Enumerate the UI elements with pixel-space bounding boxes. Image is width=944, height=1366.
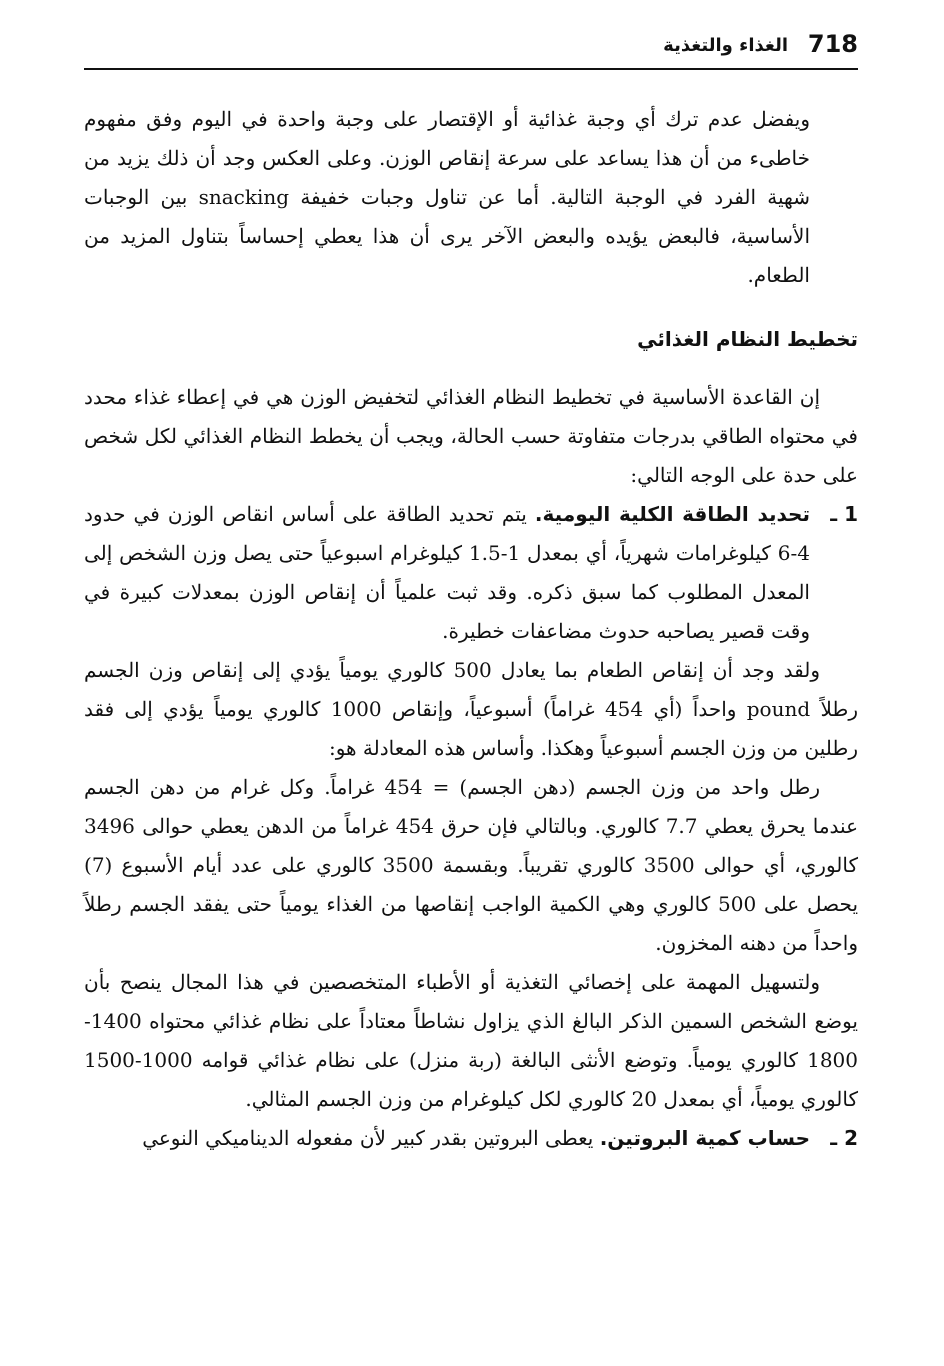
list-item-1-title: تحديد الطاقة الكلية اليومية. bbox=[534, 502, 810, 526]
page-header bbox=[84, 28, 858, 70]
list-item-2-title: حساب كمية البروتين. bbox=[599, 1126, 810, 1150]
list-item-2-number: 2 ـ bbox=[830, 1126, 858, 1150]
calorie-deficit-paragraph: ولقد وجد أن إنقاص الطعام بما يعادل 500 كالوري يومياً يؤدي إلى إنقاص وزن الجسم رطلاً pound واحداً (أي 454 غراماً) أسبوعياً، وإنقاص 1000 كالوري يومياً يؤدي إلى فقد رطلين من وزن الجسم أسبوعياً وهكذا. وأساس هذه المعادلة هو: bbox=[84, 658, 859, 760]
diet-advice-paragraph: ولتسهيل المهمة على إخصائي التغذية أو الأطباء المتخصصين في هذا المجال ينصح بأن يوضع الشخص السمين الذكر البالغ الذي يزاول نشاطاً معتاداً على نظام غذائي محتواه 1400-1800 كالوري يومياً. وتوضع الأنثى البالغة (ربة منزل) على نظام غذائي قوامه 1000-1500 كالوري يومياً، أي بمعدل 20 كالوري لكل كيلوغرام من وزن الجسم المثالي. bbox=[84, 970, 858, 1111]
section-heading: تخطيط النظام الغذائي bbox=[637, 327, 858, 351]
page-number: 718 bbox=[807, 30, 858, 58]
book-page bbox=[84, 28, 858, 1158]
list-item-2-text: يعطى البروتين بقدر كبير لأن مفعوله الديناميكي النوعي bbox=[142, 1126, 600, 1150]
section-intro-paragraph: إن القاعدة الأساسية في تخطيط النظام الغذائي لتخفيض الوزن هي في إعطاء غذاء محدد في محتواه الطاقي بدرجات متفاوتة حسب الحالة، ويجب أن يخطط النظام الغذائي لكل شخص على حدة على الوجه التالي: bbox=[84, 385, 858, 487]
list-item-1-text: يتم تحديد الطاقة على أساس انقاص الوزن في حدود 4-6 كيلوغرامات شهرياً، أي بمعدل 1-1.5 كيلوغرام اسبوعياً حتى يصل وزن الشخص إلى المعدل المطلوب كما سبق ذكره. وقد ثبت علمياً أن إنقاص الوزن بمعدلات كبيرة في وقت قصير يصاحبه حدوث مضاعفات خطيرة. bbox=[84, 502, 810, 643]
list-item-1 bbox=[84, 495, 858, 651]
list-item-1-number: 1 ـ bbox=[830, 502, 858, 526]
intro-paragraph: ويفضل عدم ترك أي وجبة غذائية أو الإقتصار على وجبة واحدة في اليوم وفق مفهوم خاطىء من أن هذا يساعد على سرعة إنقاص الوزن. وعلى العكس وجد أن ذلك يزيد من شهية الفرد في الوجبة التالية. أما عن تناول وجبات خفيفة snacking بين الوجبات الأساسية، فالبعض يؤيده والبعض الآخر يرى أن هذا يعطي إحساساً بتناول المزيد من الطعام. bbox=[84, 107, 810, 287]
page-content bbox=[84, 100, 858, 1158]
list-item-2 bbox=[84, 1119, 858, 1158]
pound-fat-paragraph: رطل واحد من وزن الجسم (دهن الجسم) = 454 غراماً. وكل غرام من دهن الجسم عندما يحرق يعطي 7.7 كالوري. وبالتالي فإن حرق 454 غراماً من الدهن يعطي حوالى 3496 كالوري، أي حوالى 3500 كالوري تقريباً. وبقسمة 3500 كالوري على عدد أيام الأسبوع (7) يحصل على 500 كالوري وهي الكمية الواجب إنقاصها من الغذاء يومياً حتى يفقد الجسم رطلاً واحداً من دهنه المخزون. bbox=[84, 775, 859, 955]
running-title: الغذاء والتغذية bbox=[663, 35, 788, 56]
